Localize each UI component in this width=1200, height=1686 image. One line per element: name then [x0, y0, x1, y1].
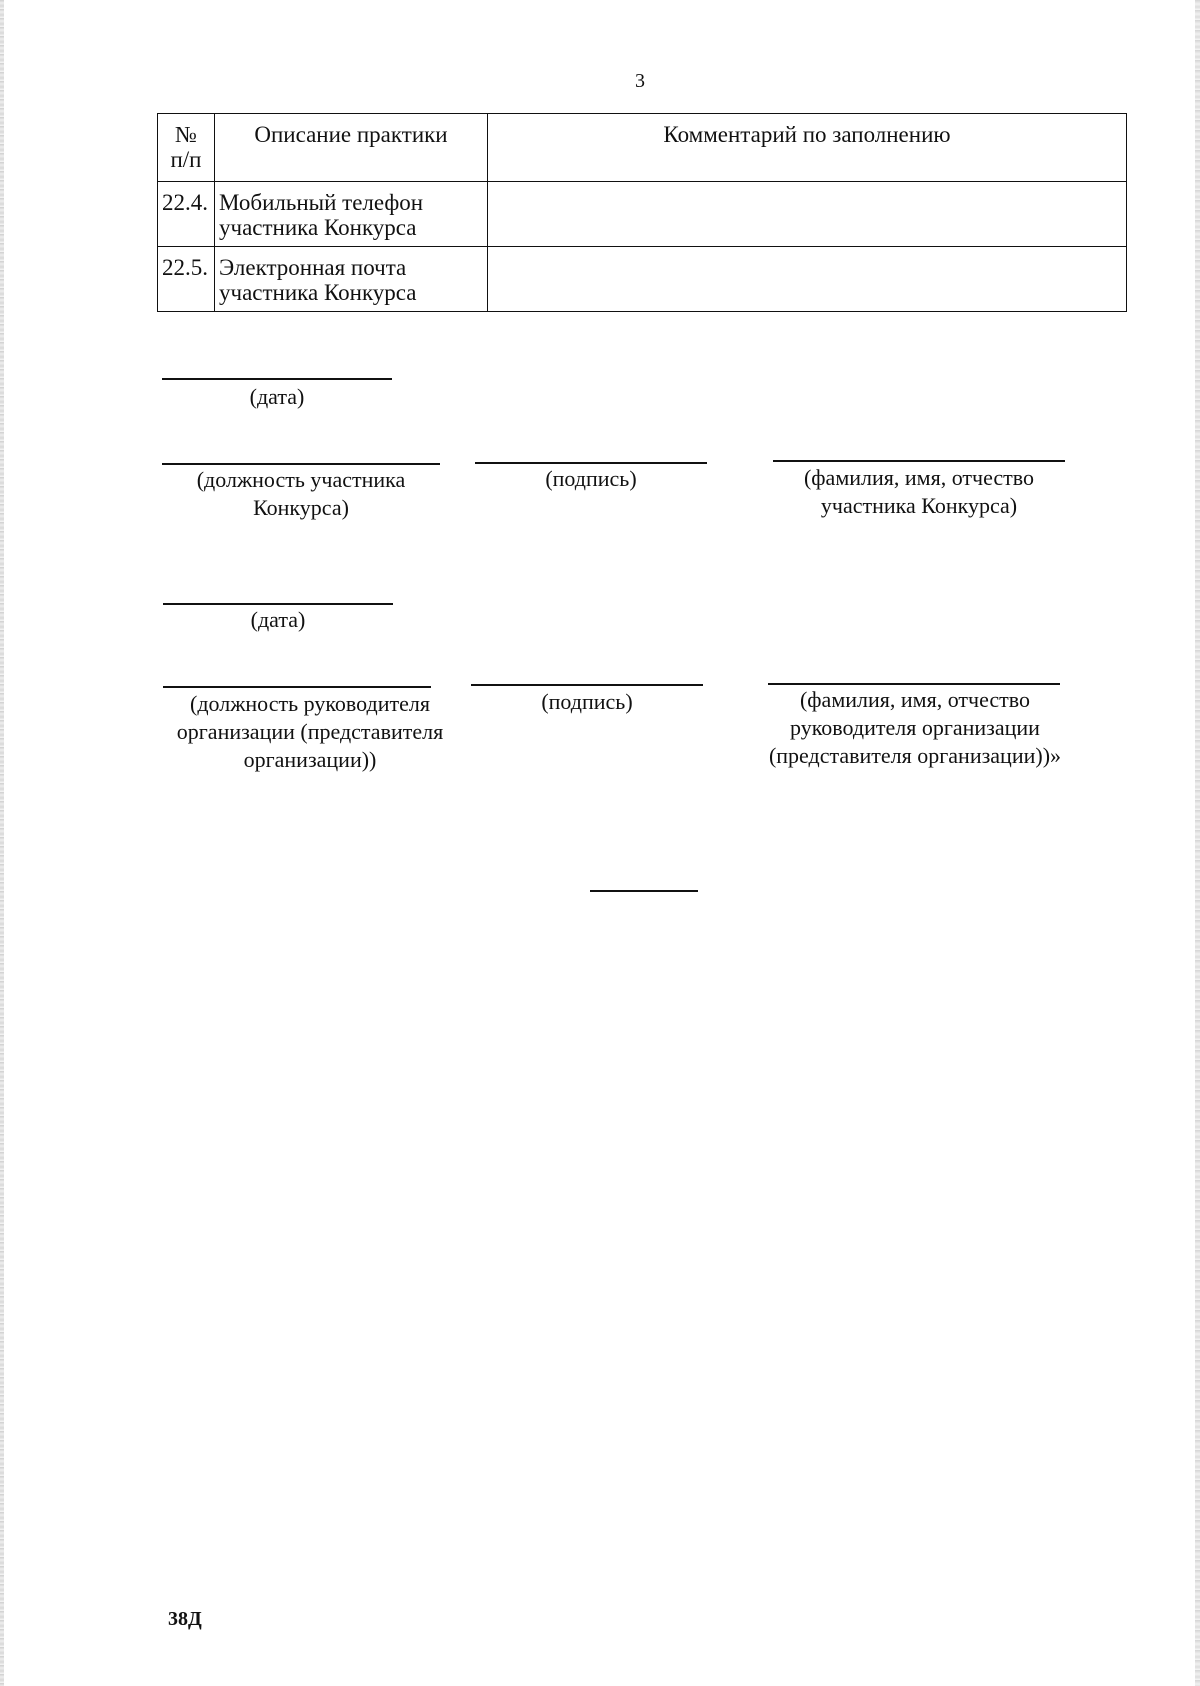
- row-description: Электронная почта участника Конкурса: [215, 247, 488, 312]
- head-signature-line: [471, 684, 703, 686]
- header-number: [158, 114, 215, 182]
- head-position-caption: [150, 690, 470, 774]
- row-comment: [488, 247, 1127, 312]
- head-date-line: [163, 603, 393, 605]
- head-name-caption: [755, 686, 1075, 770]
- table-row: [158, 247, 1127, 312]
- header-comment: Комментарий по заполнению: [488, 114, 1127, 182]
- participant-name-line: [773, 460, 1065, 462]
- participant-name-caption: [770, 464, 1068, 520]
- head-signature-caption: (подпись): [541, 689, 633, 714]
- participant-signature-line: [475, 462, 707, 464]
- head-name-line: [768, 683, 1060, 685]
- participant-signature-caption: (подпись): [545, 466, 637, 491]
- head-date-caption: (дата): [250, 607, 306, 632]
- table-row: [158, 182, 1127, 247]
- participant-position-caption: [166, 466, 436, 522]
- scan-edge-left: [0, 0, 4, 1686]
- scan-edge-right: [1195, 0, 1200, 1686]
- document-code: 38Д: [168, 1608, 202, 1630]
- participant-position-text: (должность участника Конкурса): [196, 467, 406, 520]
- table-header-row: [158, 114, 1127, 182]
- row-description: Мобильный телефон участника Конкурса: [215, 182, 488, 247]
- row-number: 22.5.: [158, 247, 215, 312]
- practice-table: [157, 113, 1127, 312]
- end-of-document-line: [590, 890, 698, 892]
- header-description: Описание практики: [215, 114, 488, 182]
- participant-name-text: (фамилия, имя, отчество участника Конкурса): [803, 465, 1035, 518]
- participant-date-line: [162, 378, 392, 380]
- row-number: 22.4.: [158, 182, 215, 247]
- head-position-line: [163, 686, 431, 688]
- participant-position-line: [162, 463, 440, 465]
- page-number: 3: [635, 70, 645, 92]
- head-position-text: (должность руководителя организации (представителя организации)): [176, 691, 444, 772]
- header-number-text: № п/п: [170, 122, 202, 172]
- participant-date-caption: (дата): [249, 384, 305, 409]
- head-name-text: (фамилия, имя, отчество руководителя организации (представителя организации))»: [768, 687, 1062, 768]
- row-comment: [488, 182, 1127, 247]
